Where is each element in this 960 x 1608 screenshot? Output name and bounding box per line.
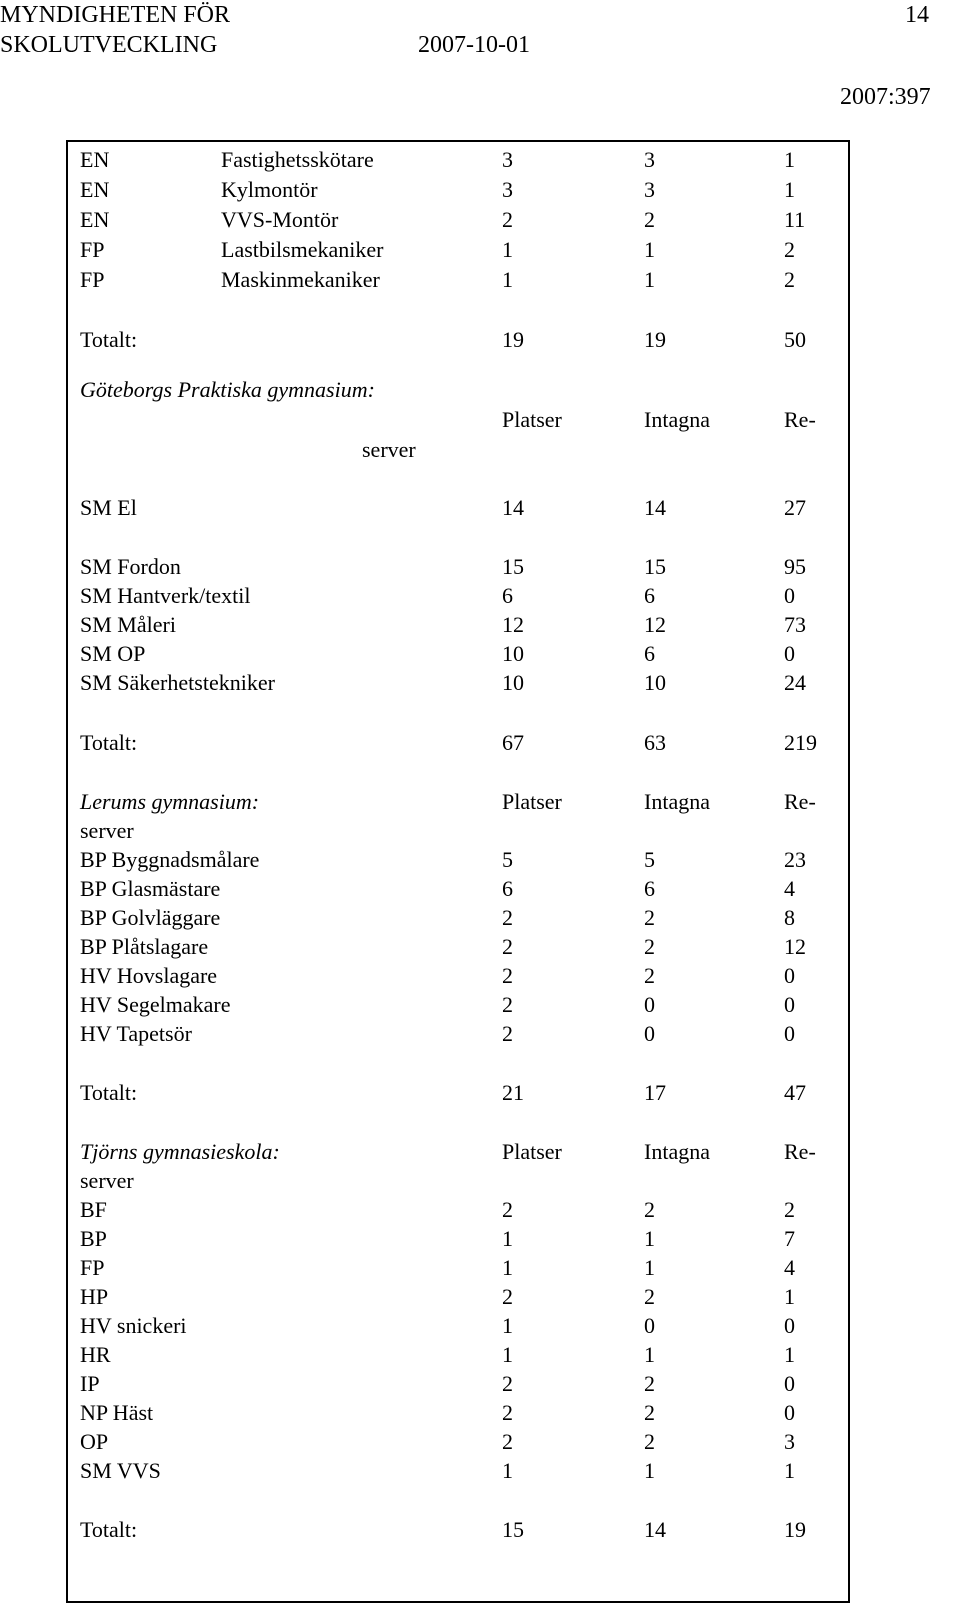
program-name: HV snickeri [80, 1313, 187, 1338]
table-row [0, 668, 960, 698]
total-row [0, 728, 960, 758]
intagna-value: 6 [644, 583, 655, 608]
total-reserver: 50 [784, 327, 806, 352]
platser-value: 2 [502, 963, 513, 988]
program-name: HV Hovslagare [80, 963, 218, 988]
school-title: Göteborgs Praktiska gymnasium: [80, 377, 375, 402]
reserver-value: 27 [784, 495, 806, 520]
intagna-value: 0 [644, 1021, 655, 1046]
reserver-value: 0 [784, 1313, 795, 1338]
program-code: EN [80, 147, 110, 172]
program-name: SM Hantverk/textil [80, 583, 251, 608]
program-code: FP [80, 267, 105, 292]
total-label: Totalt: [80, 1080, 138, 1105]
program-name: HP [80, 1284, 109, 1309]
table-row [0, 1398, 960, 1428]
reserver-value: 4 [784, 876, 795, 901]
document-date: 2007-10-01 [418, 32, 530, 58]
reserver-value: 12 [784, 934, 806, 959]
column-header-platser: Platser [502, 407, 562, 432]
program-name: SM Fordon [80, 554, 181, 579]
reserver-value: 4 [784, 1255, 795, 1280]
school-title: Tjörns gymnasieskola: [80, 1139, 280, 1164]
program-name: BP Glasmästare [80, 876, 221, 901]
platser-value: 1 [502, 267, 513, 292]
total-intagna: 19 [644, 327, 666, 352]
program-name: BF [80, 1197, 107, 1222]
intagna-value: 2 [644, 1429, 655, 1454]
platser-value: 10 [502, 670, 524, 695]
program-name: SM OP [80, 641, 146, 666]
total-label: Totalt: [80, 730, 138, 755]
column-header-row [0, 787, 960, 817]
reserver-value: 1 [784, 147, 795, 172]
platser-value: 2 [502, 1429, 513, 1454]
program-name: SM VVS [80, 1458, 161, 1483]
program-name: Lastbilsmekaniker [221, 237, 384, 262]
column-header-intagna: Intagna [644, 1139, 710, 1164]
program-code: FP [80, 237, 105, 262]
platser-value: 1 [502, 1458, 513, 1483]
platser-value: 3 [502, 147, 513, 172]
table-row [0, 1282, 960, 1312]
intagna-value: 2 [644, 1371, 655, 1396]
intagna-value: 1 [644, 1226, 655, 1251]
table-row [0, 639, 960, 669]
column-header-continuation [0, 1166, 960, 1196]
reserver-value: 23 [784, 847, 806, 872]
total-platser: 19 [502, 327, 524, 352]
platser-value: 6 [502, 583, 513, 608]
school-title: Lerums gymnasium: [80, 789, 260, 814]
platser-value: 1 [502, 1226, 513, 1251]
column-header-reserver-cont: server [80, 818, 134, 843]
program-name: IP [80, 1371, 100, 1396]
total-row [0, 1515, 960, 1545]
reserver-value: 0 [784, 1400, 795, 1425]
column-header-reserver: Re- [784, 407, 816, 432]
column-header-continuation [0, 435, 960, 465]
table-row [0, 265, 960, 295]
total-reserver: 219 [784, 730, 817, 755]
intagna-value: 1 [644, 1342, 655, 1367]
table-row [0, 1340, 960, 1370]
intagna-value: 2 [644, 905, 655, 930]
intagna-value: 2 [644, 963, 655, 988]
table-row [0, 874, 960, 904]
reserver-value: 8 [784, 905, 795, 930]
platser-value: 12 [502, 612, 524, 637]
table-row [0, 1311, 960, 1341]
platser-value: 2 [502, 207, 513, 232]
platser-value: 2 [502, 1284, 513, 1309]
reserver-value: 7 [784, 1226, 795, 1251]
total-reserver: 47 [784, 1080, 806, 1105]
program-name: BP Golvläggare [80, 905, 221, 930]
intagna-value: 6 [644, 641, 655, 666]
total-intagna: 17 [644, 1080, 666, 1105]
intagna-value: 2 [644, 207, 655, 232]
platser-value: 10 [502, 641, 524, 666]
agency-name-line2: SKOLUTVECKLING [0, 32, 218, 58]
reserver-value: 2 [784, 237, 795, 262]
table-row [0, 1019, 960, 1049]
intagna-value: 2 [644, 1400, 655, 1425]
reserver-value: 1 [784, 1342, 795, 1367]
intagna-value: 1 [644, 1255, 655, 1280]
total-row [0, 1078, 960, 1108]
table-row [0, 1224, 960, 1254]
program-code: EN [80, 177, 110, 202]
intagna-value: 10 [644, 670, 666, 695]
program-name: NP Häst [80, 1400, 154, 1425]
school-title-row [0, 375, 960, 405]
column-header-reserver: Re- [784, 789, 816, 814]
intagna-value: 0 [644, 992, 655, 1017]
program-name: BP Plåtslagare [80, 934, 209, 959]
agency-name-line1: MYNDIGHETEN FÖR [0, 2, 230, 28]
platser-value: 5 [502, 847, 513, 872]
platser-value: 2 [502, 1371, 513, 1396]
table-row [0, 845, 960, 875]
table-row [0, 493, 960, 523]
total-label: Totalt: [80, 1517, 138, 1542]
table-row [0, 205, 960, 235]
reserver-value: 11 [784, 207, 806, 232]
table-row [0, 1456, 960, 1486]
total-platser: 21 [502, 1080, 524, 1105]
total-label: Totalt: [80, 327, 138, 352]
total-platser: 67 [502, 730, 524, 755]
platser-value: 2 [502, 1021, 513, 1046]
table-row [0, 552, 960, 582]
reserver-value: 3 [784, 1429, 795, 1454]
platser-value: 2 [502, 1400, 513, 1425]
program-name: OP [80, 1429, 109, 1454]
table-row [0, 581, 960, 611]
reserver-value: 2 [784, 267, 795, 292]
program-name: BP Byggnadsmålare [80, 847, 260, 872]
platser-value: 2 [502, 992, 513, 1017]
platser-value: 14 [502, 495, 524, 520]
column-header-platser: Platser [502, 1139, 562, 1164]
program-code: EN [80, 207, 110, 232]
table-row [0, 145, 960, 175]
table-row [0, 990, 960, 1020]
column-header-row [0, 1137, 960, 1167]
column-header-row [0, 405, 960, 435]
total-platser: 15 [502, 1517, 524, 1542]
intagna-value: 6 [644, 876, 655, 901]
column-header-reserver: Re- [784, 1139, 816, 1164]
program-name: FP [80, 1255, 105, 1280]
platser-value: 3 [502, 177, 513, 202]
intagna-value: 0 [644, 1313, 655, 1338]
program-name: Maskinmekaniker [221, 267, 380, 292]
column-header-intagna: Intagna [644, 407, 710, 432]
platser-value: 1 [502, 1342, 513, 1367]
program-name: HV Tapetsör [80, 1021, 192, 1046]
platser-value: 15 [502, 554, 524, 579]
total-intagna: 63 [644, 730, 666, 755]
column-header-platser: Platser [502, 789, 562, 814]
platser-value: 2 [502, 1197, 513, 1222]
table-row [0, 903, 960, 933]
program-name: Fastighetsskötare [221, 147, 374, 172]
platser-value: 1 [502, 1255, 513, 1280]
platser-value: 2 [502, 905, 513, 930]
reserver-value: 0 [784, 1371, 795, 1396]
program-name: SM Säkerhetstekniker [80, 670, 275, 695]
reserver-value: 95 [784, 554, 806, 579]
platser-value: 6 [502, 876, 513, 901]
platser-value: 2 [502, 934, 513, 959]
platser-value: 1 [502, 1313, 513, 1338]
table-row [0, 1253, 960, 1283]
program-name: Kylmontör [221, 177, 318, 202]
intagna-value: 12 [644, 612, 666, 637]
intagna-value: 1 [644, 267, 655, 292]
reserver-value: 0 [784, 992, 795, 1017]
reserver-value: 24 [784, 670, 806, 695]
total-reserver: 19 [784, 1517, 806, 1542]
program-name: VVS-Montör [221, 207, 339, 232]
reserver-value: 1 [784, 177, 795, 202]
table-row [0, 932, 960, 962]
page-number: 14 [905, 2, 929, 28]
program-name: BP [80, 1226, 107, 1251]
table-row [0, 235, 960, 265]
reserver-value: 1 [784, 1284, 795, 1309]
reserver-value: 73 [784, 612, 806, 637]
program-name: SM Måleri [80, 612, 176, 637]
total-row [0, 325, 960, 355]
table-row [0, 175, 960, 205]
table-row [0, 961, 960, 991]
intagna-value: 5 [644, 847, 655, 872]
intagna-value: 2 [644, 934, 655, 959]
intagna-value: 2 [644, 1284, 655, 1309]
program-name: HV Segelmakare [80, 992, 231, 1017]
intagna-value: 15 [644, 554, 666, 579]
reserver-value: 0 [784, 1021, 795, 1046]
reserver-value: 2 [784, 1197, 795, 1222]
intagna-value: 3 [644, 177, 655, 202]
column-header-reserver-cont: server [362, 437, 416, 462]
platser-value: 1 [502, 237, 513, 262]
program-name: SM El [80, 495, 137, 520]
table-row [0, 1195, 960, 1225]
column-header-intagna: Intagna [644, 789, 710, 814]
table-row [0, 1369, 960, 1399]
column-header-continuation [0, 816, 960, 846]
intagna-value: 1 [644, 1458, 655, 1483]
table-row [0, 610, 960, 640]
intagna-value: 2 [644, 1197, 655, 1222]
intagna-value: 3 [644, 147, 655, 172]
program-name: HR [80, 1342, 111, 1367]
intagna-value: 14 [644, 495, 666, 520]
reserver-value: 0 [784, 583, 795, 608]
column-header-reserver-cont: server [80, 1168, 134, 1193]
reserver-value: 0 [784, 963, 795, 988]
table-row [0, 1427, 960, 1457]
reserver-value: 1 [784, 1458, 795, 1483]
reserver-value: 0 [784, 641, 795, 666]
report-number: 2007:397 [840, 84, 931, 110]
total-intagna: 14 [644, 1517, 666, 1542]
intagna-value: 1 [644, 237, 655, 262]
